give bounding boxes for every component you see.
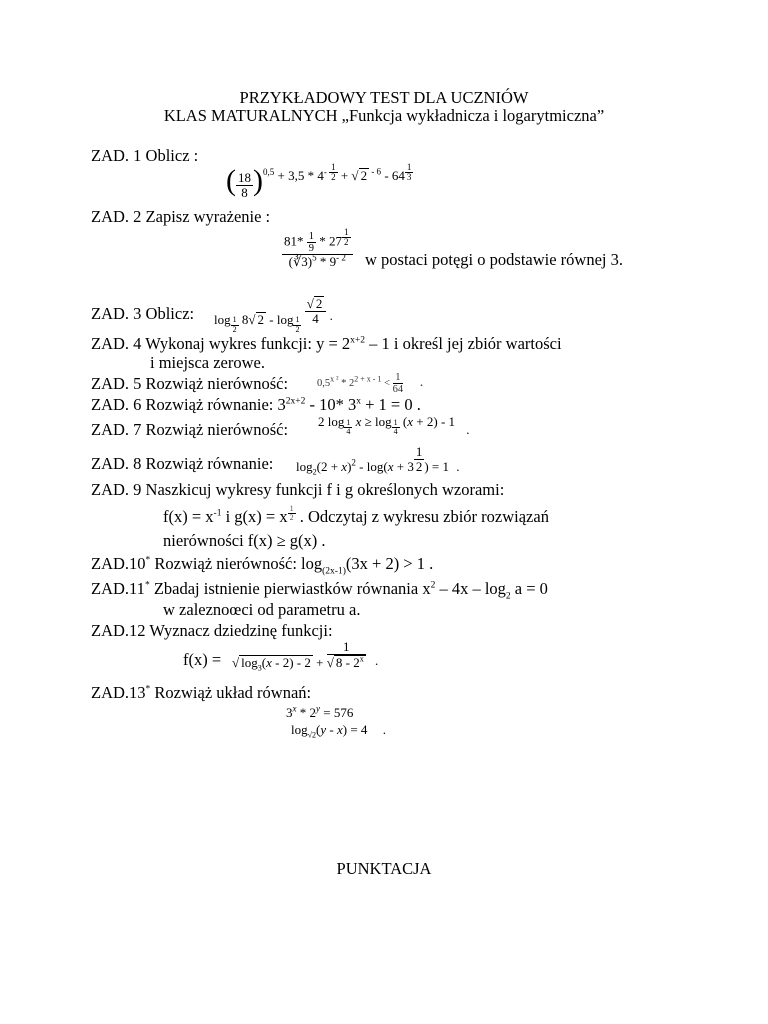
task-12-label: ZAD.12 Wyznacz dziedzinę funkcji:	[91, 621, 333, 640]
task-5-formula: $0,5^{x ^2} * 2^{2 + x - 1}$ < $\frac{1}{64}$ .	[317, 372, 424, 396]
task-10-label: ZAD.10* Rozwiąż nierówność: $\log_{(2x-1)}(3x + 2) > 1$ .	[91, 554, 434, 577]
task-2-tail: w postaci potęgi o podstawie równej 3.	[365, 250, 623, 269]
task-11-line2: w zaleznoœci od parametru a.	[163, 600, 361, 619]
task-13-label: ZAD.13* Rozwiąż układ równań:	[91, 683, 312, 702]
title-line-2: KLAS MATURALNYCH „Funkcja wykładnicza i logarytmiczna”	[163, 106, 605, 125]
task-9-line2: $f(x) = x^{-1}$ i g(x) = x $^{\frac{1}{2}}$ . Odczytaj z wykresu zbiór rozwiązań	[163, 504, 549, 527]
task-3-label: ZAD. 3 Oblicz:	[91, 304, 195, 323]
task-13-eq1: $3^x * 2^y = 576$	[286, 703, 354, 720]
task-7-label: ZAD. 7 Rozwiąż nierówność:	[91, 420, 289, 439]
title-line-1: PRZYKŁADOWY TEST DLA UCZNIÓW	[239, 88, 529, 107]
task-6-label: ZAD. 6 Rozwiąż równanie: $3^{2x+2} - 10*$ $3^x + 1 = 0$ .	[91, 395, 421, 414]
task-9-line3: nierówności f(x) ≥ g(x) .	[163, 531, 326, 550]
section-punktacja: PUNKTACJA	[336, 859, 432, 878]
task-3-formula: log $_{\frac{1}{2}}$ 8√ 2 - log $_{\frac{1}{2}}$ $\frac{√ 2}{4}$ .	[214, 296, 333, 334]
task-4-label: ZAD. 4 Wykonaj wykres funkcji: $y = 2^{x+2} - 1$ i określ jej zbiór wartości	[91, 334, 562, 353]
task-2-formula: 81* $\frac{1}{9}$ * 27 $^{\frac{1}{2}}$ (∛3)$^5$ * $9^{- 2}$	[282, 228, 353, 269]
task-12-formula: √ $\log_3(x - 2) - 2$ + $\frac{1}{√ 8 - 2^x}$ .	[232, 639, 379, 673]
task-12-fx: f(x) =	[183, 650, 222, 669]
task-5-label: ZAD. 5 Rozwiąż nierówność:	[91, 374, 289, 393]
task-1-label: ZAD. 1 Oblicz :	[91, 146, 199, 165]
task-8-formula: $\log_2(2 + x)^2 - \log(x + 3$ $\frac{1}{2}$ ) = 1 .	[296, 444, 460, 477]
task-2-label: ZAD. 2 Zapisz wyrażenie :	[91, 207, 271, 226]
task-8-label: ZAD. 8 Rozwiąż równanie:	[91, 454, 274, 473]
task-13-eq2: $\log_{√2}(y - x) = 4$ .	[291, 722, 386, 740]
task-11-label: ZAD.11* Zbadaj istnienie pierwiastków równania $x^2 - 4x - \log_2 a = 0$	[91, 579, 548, 602]
task-7-formula: 2 log $_{\frac{1}{4}}$ x ≥ log $_{\frac{1}{4}}$ (x + 2) - 1 .	[318, 414, 470, 437]
task-4-line2: i miejsca zerowe.	[150, 353, 265, 372]
task-9-label: ZAD. 9 Naszkicuj wykresy funkcji f i g określonych wzorami:	[91, 480, 505, 499]
task-1-formula: ( $\frac{18}{8}$ )$^{0,5} + 3,5 * 4^{- \frac{1}{2}}$ + √ 2 $^{- 6}$ - 64 $^{\frac{1}{3}}$	[226, 161, 412, 200]
